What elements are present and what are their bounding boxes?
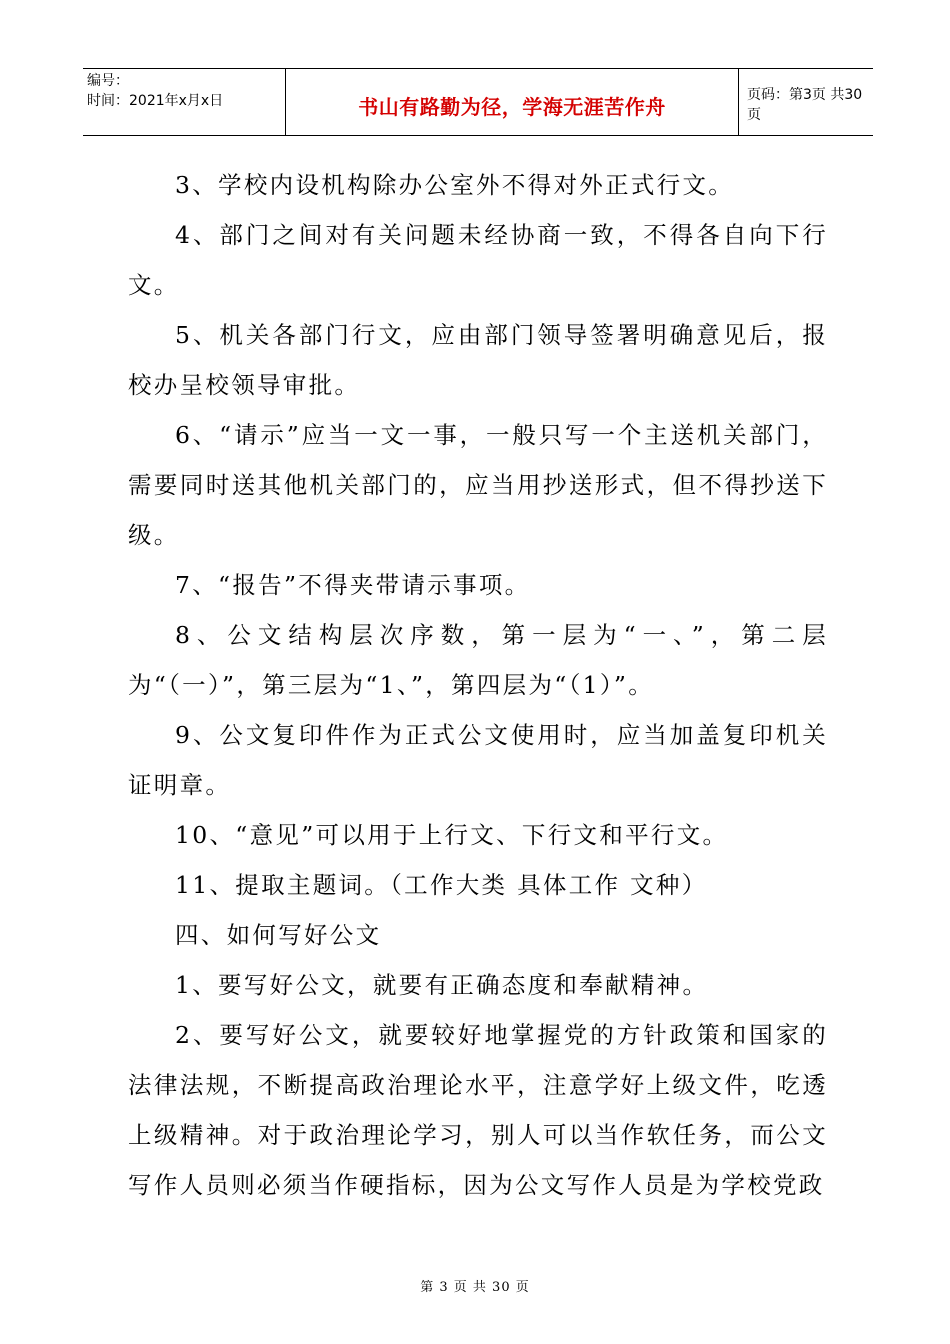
paragraph: 4、部门之间对有关问题未经协商一致，不得各自向下行文。 (128, 221, 828, 299)
paragraph: 10、“意见”可以用于上行文、下行文和平行文。 (175, 821, 729, 849)
paragraph: 2、要写好公文，就要较好地掌握党的方针政策和国家的法律法规，不断提高政治理论水平，注意学好上级文件，吃透上级精神。对于政治理论学习，别人可以当作软任务，而公文写作人员则必须当作硬指标，因为公文写作人员是为学校党政 (128, 1021, 828, 1199)
header-meta (83, 69, 286, 135)
paragraph: 9、公文复印件作为正式公文使用时，应当加盖复印机关证明章。 (128, 721, 828, 799)
paragraph: 8、公文结构层次序数，第一层为“一、”，第二层为“（一）”，第三层为“1、”，第四层为“（1）”。 (128, 621, 828, 699)
paragraph: 1、要写好公文，就要有正确态度和奉献精神。 (175, 971, 709, 999)
document-body (128, 160, 828, 1210)
header-slogan-cell (286, 69, 739, 135)
header-page-number: 页码：第3页 共30页 (747, 87, 863, 123)
header-slogan: 书山有路勤为径，学海无涯苦作舟 (358, 94, 666, 119)
page-footer: 第 3 页 共 30 页 (420, 1280, 530, 1295)
paragraph: 3、学校内设机构除办公室外不得对外正式行文。 (175, 171, 735, 199)
section-heading: 四、如何写好公文 (175, 921, 382, 949)
page-header (83, 68, 873, 136)
header-page-cell (739, 69, 873, 135)
paragraph: 6、“请示”应当一文一事，一般只写一个主送机关部门，需要同时送其他机关部门的，应当用抄送形式，但不得抄送下级。 (128, 421, 828, 549)
document-date-label: 时间：2021年x月x日 (87, 93, 224, 109)
paragraph: 11、提取主题词。（工作大类 具体工作 文种） (175, 871, 708, 899)
paragraph: 7、“报告”不得夹带请示事项。 (175, 571, 531, 599)
document-number-label: 编号： (87, 73, 129, 89)
paragraph: 5、机关各部门行文，应由部门领导签署明确意见后，报校办呈校领导审批。 (128, 321, 828, 399)
